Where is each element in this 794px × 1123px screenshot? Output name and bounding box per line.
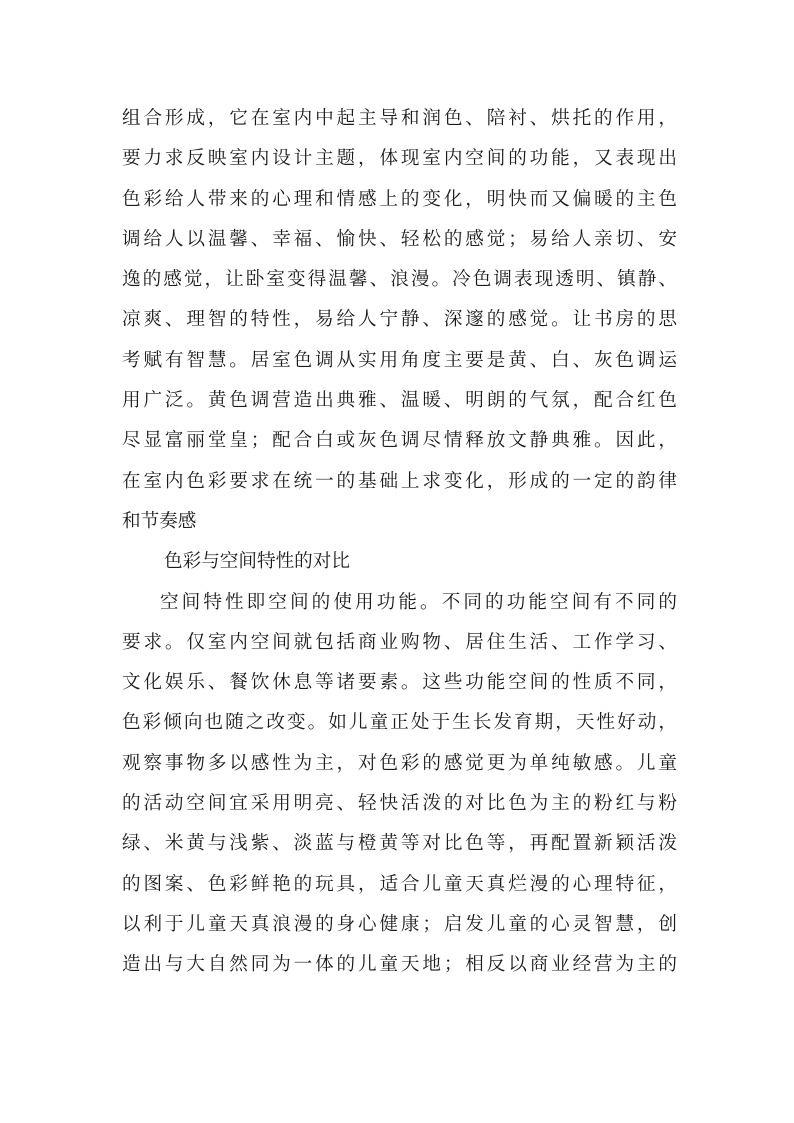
- text-line: 色彩倾向也随之改变。如儿童正处于生长发育期，天性好动，: [122, 712, 677, 734]
- text-line: 色彩给人带来的心理和情感上的变化，明快而又偏暖的主色: [122, 188, 677, 210]
- text-line: 考赋有智慧。居室色调从实用角度主要是黄、白、灰色调运: [122, 349, 677, 371]
- text-line: 观察事物多以感性为主，对色彩的感觉更为单纯敏感。儿童: [122, 752, 677, 774]
- text-line: 文化娱乐、餐饮休息等诸要素。这些功能空间的性质不同，: [122, 672, 677, 694]
- text-line: 空间特性即空间的使用功能。不同的功能空间有不同的: [160, 591, 677, 613]
- text-line: 以利于儿童天真浪漫的身心健康；启发儿童的心灵智慧，创: [122, 913, 677, 935]
- text-line: 调给人以温馨、幸福、愉快、轻松的感觉；易给人亲切、安: [122, 228, 677, 250]
- text-line: 凉爽、理智的特性，易给人宁静、深邃的感觉。让书房的思: [122, 309, 677, 331]
- text-line: 和节奏感: [122, 510, 197, 532]
- section-heading: 色彩与空间特性的对比: [164, 551, 350, 573]
- text-line: 绿、米黄与浅紫、淡蓝与橙黄等对比色等，再配置新颖活泼: [122, 833, 677, 855]
- text-line: 在室内色彩要求在统一的基础上求变化，形成的一定的韵律: [122, 470, 677, 492]
- text-line: 要求。仅室内空间就包括商业购物、居住生活、工作学习、: [122, 631, 677, 653]
- text-line: 组合形成，它在室内中起主导和润色、陪衬、烘托的作用，: [122, 108, 677, 129]
- text-line: 造出与大自然同为一体的儿童天地；相反以商业经营为主的: [122, 954, 677, 976]
- text-line: 要力求反映室内设计主题，体现室内空间的功能，又表现出: [122, 148, 677, 170]
- text-line: 的活动空间宜采用明亮、轻快活泼的对比色为主的粉红与粉: [122, 793, 677, 815]
- body-text: [122, 99, 677, 986]
- text-line: 用广泛。黄色调营造出典雅、温暖、明朗的气氛，配合红色: [122, 390, 677, 412]
- text-line: 逸的感觉，让卧室变得温馨、浪漫。冷色调表现透明、镇静、: [122, 269, 677, 291]
- text-line: 尽显富丽堂皇；配合白或灰色调尽情释放文静典雅。因此，: [122, 430, 677, 452]
- text-line: 的图案、色彩鲜艳的玩具，适合儿童天真烂漫的心理特征，: [122, 873, 677, 895]
